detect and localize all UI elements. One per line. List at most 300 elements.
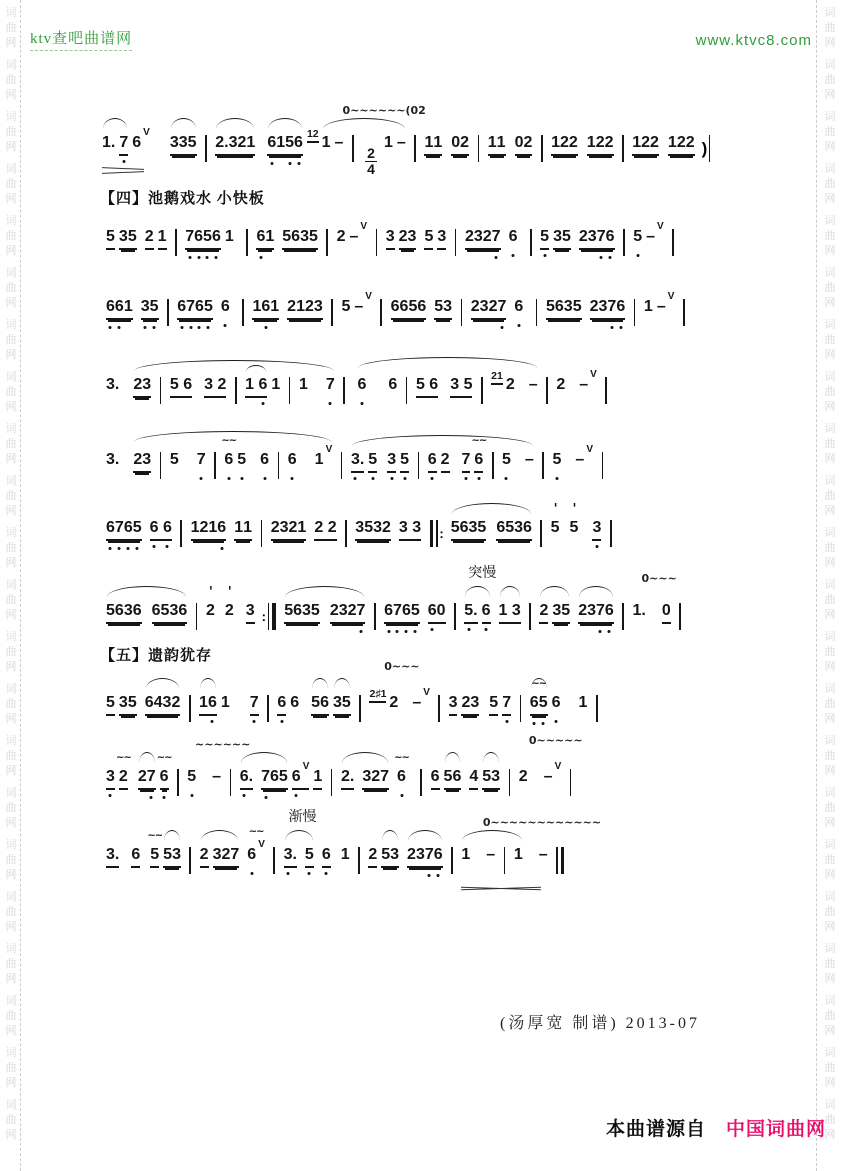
barline-stroke bbox=[672, 229, 674, 256]
note bbox=[163, 844, 181, 868]
barline bbox=[671, 229, 676, 256]
slur-group bbox=[197, 692, 219, 716]
digit: 3 bbox=[300, 228, 309, 245]
digit: 0 bbox=[451, 134, 461, 151]
barline bbox=[608, 520, 613, 547]
note bbox=[529, 678, 548, 716]
slur-group bbox=[349, 435, 536, 479]
digit: 5 bbox=[381, 846, 391, 863]
note bbox=[156, 752, 172, 790]
digit: 2 bbox=[369, 688, 376, 700]
barline-stroke bbox=[331, 299, 333, 326]
digit: 6 bbox=[132, 602, 142, 619]
barline bbox=[594, 695, 599, 722]
slur-group bbox=[462, 600, 492, 624]
barline bbox=[479, 377, 484, 404]
watermark-text: 词 曲 网 bbox=[5, 995, 17, 1037]
breath-mark: V bbox=[657, 221, 664, 232]
barline bbox=[272, 847, 277, 874]
barline-stroke bbox=[214, 452, 216, 479]
note bbox=[552, 600, 570, 624]
source-site-link[interactable]: 中国词曲网 bbox=[726, 1119, 827, 1140]
note bbox=[119, 132, 128, 156]
slur-group bbox=[265, 132, 305, 156]
digit: . bbox=[248, 768, 254, 785]
barline-stroke bbox=[438, 695, 440, 722]
note bbox=[170, 132, 197, 156]
digit: 6 bbox=[427, 451, 437, 468]
note bbox=[341, 844, 350, 865]
time-signature-denominator: 4 bbox=[367, 161, 375, 177]
digit: 6 bbox=[321, 846, 331, 863]
digit: 3 bbox=[212, 846, 222, 863]
digit: 2 bbox=[171, 694, 181, 711]
digit: 1 bbox=[157, 228, 167, 245]
digit: 6 bbox=[267, 134, 277, 151]
digit: 2 bbox=[470, 298, 480, 315]
digit: 5 bbox=[463, 376, 473, 393]
digit: 6 bbox=[162, 519, 172, 536]
barline bbox=[344, 520, 349, 547]
digit: 7 bbox=[596, 228, 606, 245]
barline-stroke bbox=[679, 603, 681, 630]
note bbox=[461, 692, 479, 716]
breath-mark: V bbox=[667, 291, 675, 302]
digit: 5 bbox=[203, 228, 212, 245]
left-watermark-column bbox=[3, 0, 19, 1171]
music-line bbox=[104, 810, 602, 882]
digit: 3 bbox=[355, 519, 365, 536]
note bbox=[305, 844, 314, 868]
note bbox=[106, 226, 115, 250]
note bbox=[381, 844, 399, 868]
note bbox=[237, 449, 246, 470]
note bbox=[234, 517, 252, 541]
barline-stroke bbox=[461, 299, 463, 326]
note bbox=[138, 766, 156, 790]
barline bbox=[358, 695, 363, 722]
digit: 6 bbox=[239, 768, 249, 785]
barline bbox=[453, 229, 458, 256]
digit: 1 bbox=[234, 519, 244, 536]
digit: 6 bbox=[397, 768, 406, 785]
digit: 3 bbox=[106, 451, 115, 468]
note bbox=[349, 222, 367, 247]
grace-note bbox=[491, 371, 503, 385]
digit: 5 bbox=[410, 602, 420, 619]
note bbox=[260, 449, 269, 470]
music-line bbox=[104, 660, 604, 730]
digit: 3 bbox=[245, 602, 255, 619]
digit: 1 bbox=[496, 134, 506, 151]
digit: 1 bbox=[199, 694, 208, 711]
note bbox=[488, 132, 506, 156]
digit: 3 bbox=[511, 602, 521, 619]
barline bbox=[158, 377, 163, 404]
slur-group bbox=[576, 600, 616, 624]
digit: 2 bbox=[676, 134, 686, 151]
barline-stroke bbox=[709, 135, 711, 162]
digit: 6 bbox=[149, 519, 159, 536]
digit: 2 bbox=[237, 134, 247, 151]
digit: 2 bbox=[461, 694, 471, 711]
note bbox=[514, 296, 523, 317]
digit: 5 bbox=[304, 846, 314, 863]
digit: 1 bbox=[551, 134, 560, 151]
digit: 3 bbox=[553, 228, 562, 245]
note bbox=[252, 296, 279, 320]
digit: 2 bbox=[389, 694, 399, 711]
slur-group bbox=[213, 132, 257, 156]
breath-mark: V bbox=[325, 444, 333, 455]
digit: 3 bbox=[563, 298, 573, 315]
tremolo-group bbox=[631, 572, 677, 624]
barline bbox=[404, 377, 409, 404]
digit: 5 bbox=[169, 451, 179, 468]
digit: 2 bbox=[368, 846, 378, 863]
digit: 3 bbox=[279, 519, 289, 536]
digit: 1 bbox=[586, 134, 596, 151]
note bbox=[428, 600, 446, 624]
site-name-link[interactable]: ktv查吧曲谱网 bbox=[30, 30, 132, 51]
barline-stroke bbox=[454, 603, 456, 630]
digit: 1 bbox=[243, 519, 253, 536]
note bbox=[662, 600, 671, 624]
breath-mark: V bbox=[258, 839, 265, 850]
barline-stroke bbox=[326, 229, 328, 256]
digit: 3 bbox=[407, 228, 417, 245]
digit: 2 bbox=[199, 519, 209, 536]
digit: 1 bbox=[461, 846, 471, 863]
digit: . bbox=[641, 602, 646, 619]
note bbox=[102, 132, 115, 153]
barline bbox=[534, 299, 539, 326]
note bbox=[177, 296, 213, 320]
barline bbox=[539, 135, 544, 162]
digit: 5 bbox=[106, 694, 115, 711]
barline-stroke bbox=[556, 847, 558, 874]
digit: – bbox=[543, 768, 553, 785]
watermark-text: 词 曲 网 bbox=[5, 7, 17, 49]
note bbox=[170, 449, 179, 470]
digit: 6 bbox=[132, 134, 142, 151]
note bbox=[351, 449, 364, 473]
digit: 6 bbox=[291, 768, 301, 785]
digit: 5 bbox=[160, 602, 170, 619]
note bbox=[519, 766, 528, 787]
note bbox=[384, 600, 420, 624]
hairpin-line bbox=[102, 171, 144, 174]
digit: 6 bbox=[388, 376, 398, 393]
note bbox=[115, 752, 131, 790]
watermark-text: 词 曲 网 bbox=[824, 1099, 836, 1141]
note bbox=[247, 826, 265, 865]
digit: 7 bbox=[186, 298, 196, 315]
slur-group bbox=[497, 600, 523, 624]
barline bbox=[241, 299, 246, 326]
watermark-text: 词 曲 网 bbox=[5, 1099, 17, 1141]
digit: 6 bbox=[433, 846, 443, 863]
digit: 5 bbox=[572, 298, 582, 315]
digit: 4 bbox=[153, 694, 163, 711]
note bbox=[553, 226, 571, 250]
mordent-icon: ~~ bbox=[471, 435, 487, 446]
digit: 1 bbox=[224, 228, 234, 245]
note bbox=[399, 517, 421, 541]
digit: 5 bbox=[505, 519, 515, 536]
digit: 6 bbox=[604, 602, 614, 619]
note bbox=[428, 449, 437, 473]
barline-stroke bbox=[160, 377, 162, 404]
digit: 7 bbox=[119, 134, 129, 151]
note bbox=[133, 374, 151, 398]
digit: 2 bbox=[288, 519, 298, 536]
digit: 2 bbox=[491, 370, 497, 382]
digit: 5 bbox=[552, 451, 562, 468]
note bbox=[644, 296, 653, 317]
barline-stroke bbox=[529, 603, 531, 630]
note bbox=[341, 766, 354, 790]
note bbox=[106, 844, 119, 868]
section-header: 【四】池鹅戏水 小快板 bbox=[100, 191, 265, 207]
note bbox=[632, 132, 659, 156]
digit: 3 bbox=[332, 694, 342, 711]
digit: 3 bbox=[450, 376, 460, 393]
digit: 6 bbox=[605, 228, 615, 245]
barline-stroke bbox=[230, 769, 232, 796]
digit: 5 bbox=[278, 768, 288, 785]
note bbox=[391, 296, 427, 320]
note bbox=[106, 600, 142, 624]
digit: 2 bbox=[314, 519, 324, 536]
note bbox=[282, 226, 318, 250]
digit: 6 bbox=[106, 519, 115, 536]
digit: 6 bbox=[554, 298, 564, 315]
note bbox=[147, 830, 163, 868]
digit: 2 bbox=[224, 602, 234, 619]
note bbox=[145, 692, 181, 716]
digit: 6 bbox=[151, 602, 161, 619]
note bbox=[215, 132, 255, 156]
music-line bbox=[104, 566, 687, 642]
digit: 3 bbox=[448, 694, 458, 711]
barline bbox=[528, 603, 533, 630]
watermark-text: 词 曲 网 bbox=[824, 1047, 836, 1089]
note bbox=[314, 517, 336, 541]
digit: 2 bbox=[371, 768, 381, 785]
note bbox=[267, 132, 303, 156]
note bbox=[575, 445, 593, 470]
tremolo-group bbox=[459, 816, 602, 874]
mordent-icon: ~~ bbox=[248, 826, 264, 837]
slur-group bbox=[104, 600, 189, 624]
note bbox=[587, 132, 614, 156]
tempo-group bbox=[462, 566, 523, 624]
digit: 2 bbox=[523, 134, 533, 151]
barline bbox=[600, 452, 605, 479]
note bbox=[556, 374, 565, 395]
barline-stroke bbox=[420, 769, 422, 796]
repeat-dots: : bbox=[261, 609, 266, 625]
digit: 7 bbox=[114, 519, 124, 536]
watermark-text: 词 曲 网 bbox=[824, 215, 836, 257]
digit: 3 bbox=[390, 846, 400, 863]
watermark-text: 词 曲 网 bbox=[824, 839, 836, 881]
note bbox=[444, 766, 462, 790]
digit: 3 bbox=[514, 519, 524, 536]
digit: 5 bbox=[633, 228, 643, 245]
breath-mark: V bbox=[590, 369, 597, 380]
mordent-icon: ~~ bbox=[394, 752, 409, 763]
digit: . bbox=[473, 602, 478, 619]
digit: 3 bbox=[169, 134, 179, 151]
barline-stroke bbox=[570, 769, 572, 796]
digit: 6 bbox=[320, 694, 329, 711]
digit: 7 bbox=[497, 298, 507, 315]
digit: 5 bbox=[106, 228, 115, 245]
barline bbox=[604, 377, 609, 404]
note bbox=[633, 600, 646, 621]
note bbox=[397, 132, 406, 153]
digit: 3 bbox=[204, 376, 214, 393]
music-line bbox=[104, 222, 680, 264]
digit: 5 bbox=[502, 451, 511, 468]
music-line bbox=[104, 502, 618, 559]
digit: 6 bbox=[291, 228, 301, 245]
mordent-icon: ~~ bbox=[115, 752, 131, 763]
tremolo-mark: 0~~~ bbox=[641, 572, 677, 585]
note bbox=[292, 762, 310, 790]
slur-group bbox=[449, 517, 534, 541]
barline bbox=[702, 135, 712, 162]
section-header: 【五】遗韵犹存 bbox=[100, 648, 213, 664]
digit: – bbox=[396, 134, 406, 151]
note bbox=[131, 844, 140, 868]
digit: 7 bbox=[461, 451, 471, 468]
note bbox=[502, 692, 511, 716]
watermark-text: 词 曲 网 bbox=[5, 943, 17, 985]
site-url-link[interactable]: www.ktvc8.com bbox=[695, 32, 812, 49]
watermark-text: 词 曲 网 bbox=[5, 267, 17, 309]
note bbox=[550, 502, 560, 538]
barline-stroke bbox=[380, 299, 382, 326]
digit: 2 bbox=[518, 768, 528, 785]
digit: 5 bbox=[545, 298, 555, 315]
digit: 3 bbox=[140, 298, 150, 315]
barline-stroke bbox=[341, 452, 343, 479]
breath-mark: V bbox=[554, 761, 562, 772]
digit: 7 bbox=[380, 768, 390, 785]
note bbox=[277, 692, 286, 716]
slur-group bbox=[537, 600, 572, 624]
note bbox=[213, 844, 240, 868]
barline bbox=[413, 135, 418, 162]
tremolo-mark: 0~~~~~ bbox=[528, 734, 583, 747]
note bbox=[132, 128, 150, 153]
barline-stroke bbox=[541, 135, 543, 162]
digit: 3 bbox=[387, 451, 397, 468]
slur-group bbox=[131, 374, 336, 404]
note bbox=[486, 844, 495, 865]
note bbox=[569, 502, 579, 538]
digit: 1 bbox=[306, 128, 313, 140]
barline-stroke bbox=[376, 229, 378, 256]
digit: 3 bbox=[142, 451, 152, 468]
barline-stroke bbox=[414, 135, 416, 162]
watermark-text: 词 曲 网 bbox=[824, 735, 836, 777]
barline bbox=[622, 229, 627, 256]
note bbox=[441, 449, 450, 473]
note bbox=[509, 226, 518, 247]
digit: 2 bbox=[539, 602, 549, 619]
watermark-text: 词 曲 网 bbox=[824, 943, 836, 985]
note bbox=[515, 132, 533, 156]
digit: . bbox=[114, 376, 120, 393]
digit: 2 bbox=[464, 228, 474, 245]
note bbox=[341, 296, 350, 317]
digit: 0 bbox=[436, 602, 446, 619]
digit: 2 bbox=[604, 134, 614, 151]
watermark-text: 词 曲 网 bbox=[5, 163, 17, 205]
watermark-text: 词 曲 网 bbox=[824, 631, 836, 673]
digit: 6 bbox=[195, 298, 204, 315]
barline bbox=[632, 299, 637, 326]
digit: 3 bbox=[491, 768, 501, 785]
digit: 1 bbox=[632, 134, 642, 151]
note bbox=[261, 766, 288, 790]
digit: 7 bbox=[196, 451, 206, 468]
digit: 5 bbox=[482, 768, 492, 785]
digit: 2 bbox=[488, 298, 498, 315]
watermark-text: 词 曲 网 bbox=[5, 475, 17, 517]
digit: 6 bbox=[294, 134, 303, 151]
note bbox=[354, 292, 372, 317]
barline-stroke bbox=[196, 603, 198, 630]
digit: 2 bbox=[482, 228, 492, 245]
barline-stroke bbox=[352, 135, 354, 162]
digit: 4 bbox=[469, 768, 479, 785]
note bbox=[394, 752, 409, 787]
watermark-text: 词 曲 网 bbox=[5, 735, 17, 777]
digit: 1 bbox=[208, 519, 218, 536]
digit: 6 bbox=[399, 298, 409, 315]
note bbox=[106, 517, 142, 541]
barline-stroke bbox=[546, 377, 548, 404]
digit: 3 bbox=[385, 228, 395, 245]
barline-stroke bbox=[205, 135, 207, 162]
digit: 6 bbox=[220, 298, 230, 315]
digit: 6 bbox=[106, 298, 115, 315]
digit: 7 bbox=[261, 768, 270, 785]
note bbox=[590, 296, 626, 320]
note bbox=[362, 766, 389, 790]
note bbox=[250, 692, 259, 716]
digit: 1 bbox=[498, 602, 508, 619]
digit: 5 bbox=[285, 134, 295, 151]
digit: 5 bbox=[368, 451, 378, 468]
note bbox=[355, 517, 391, 541]
note bbox=[240, 766, 253, 790]
accent-icon: ' bbox=[572, 502, 576, 517]
note bbox=[384, 132, 393, 153]
digit: 1 bbox=[383, 134, 393, 151]
digit: 7 bbox=[185, 228, 195, 245]
digit: 3 bbox=[552, 602, 562, 619]
digit: 2 bbox=[304, 298, 314, 315]
note bbox=[170, 374, 192, 398]
note bbox=[437, 226, 446, 250]
note bbox=[322, 844, 331, 868]
